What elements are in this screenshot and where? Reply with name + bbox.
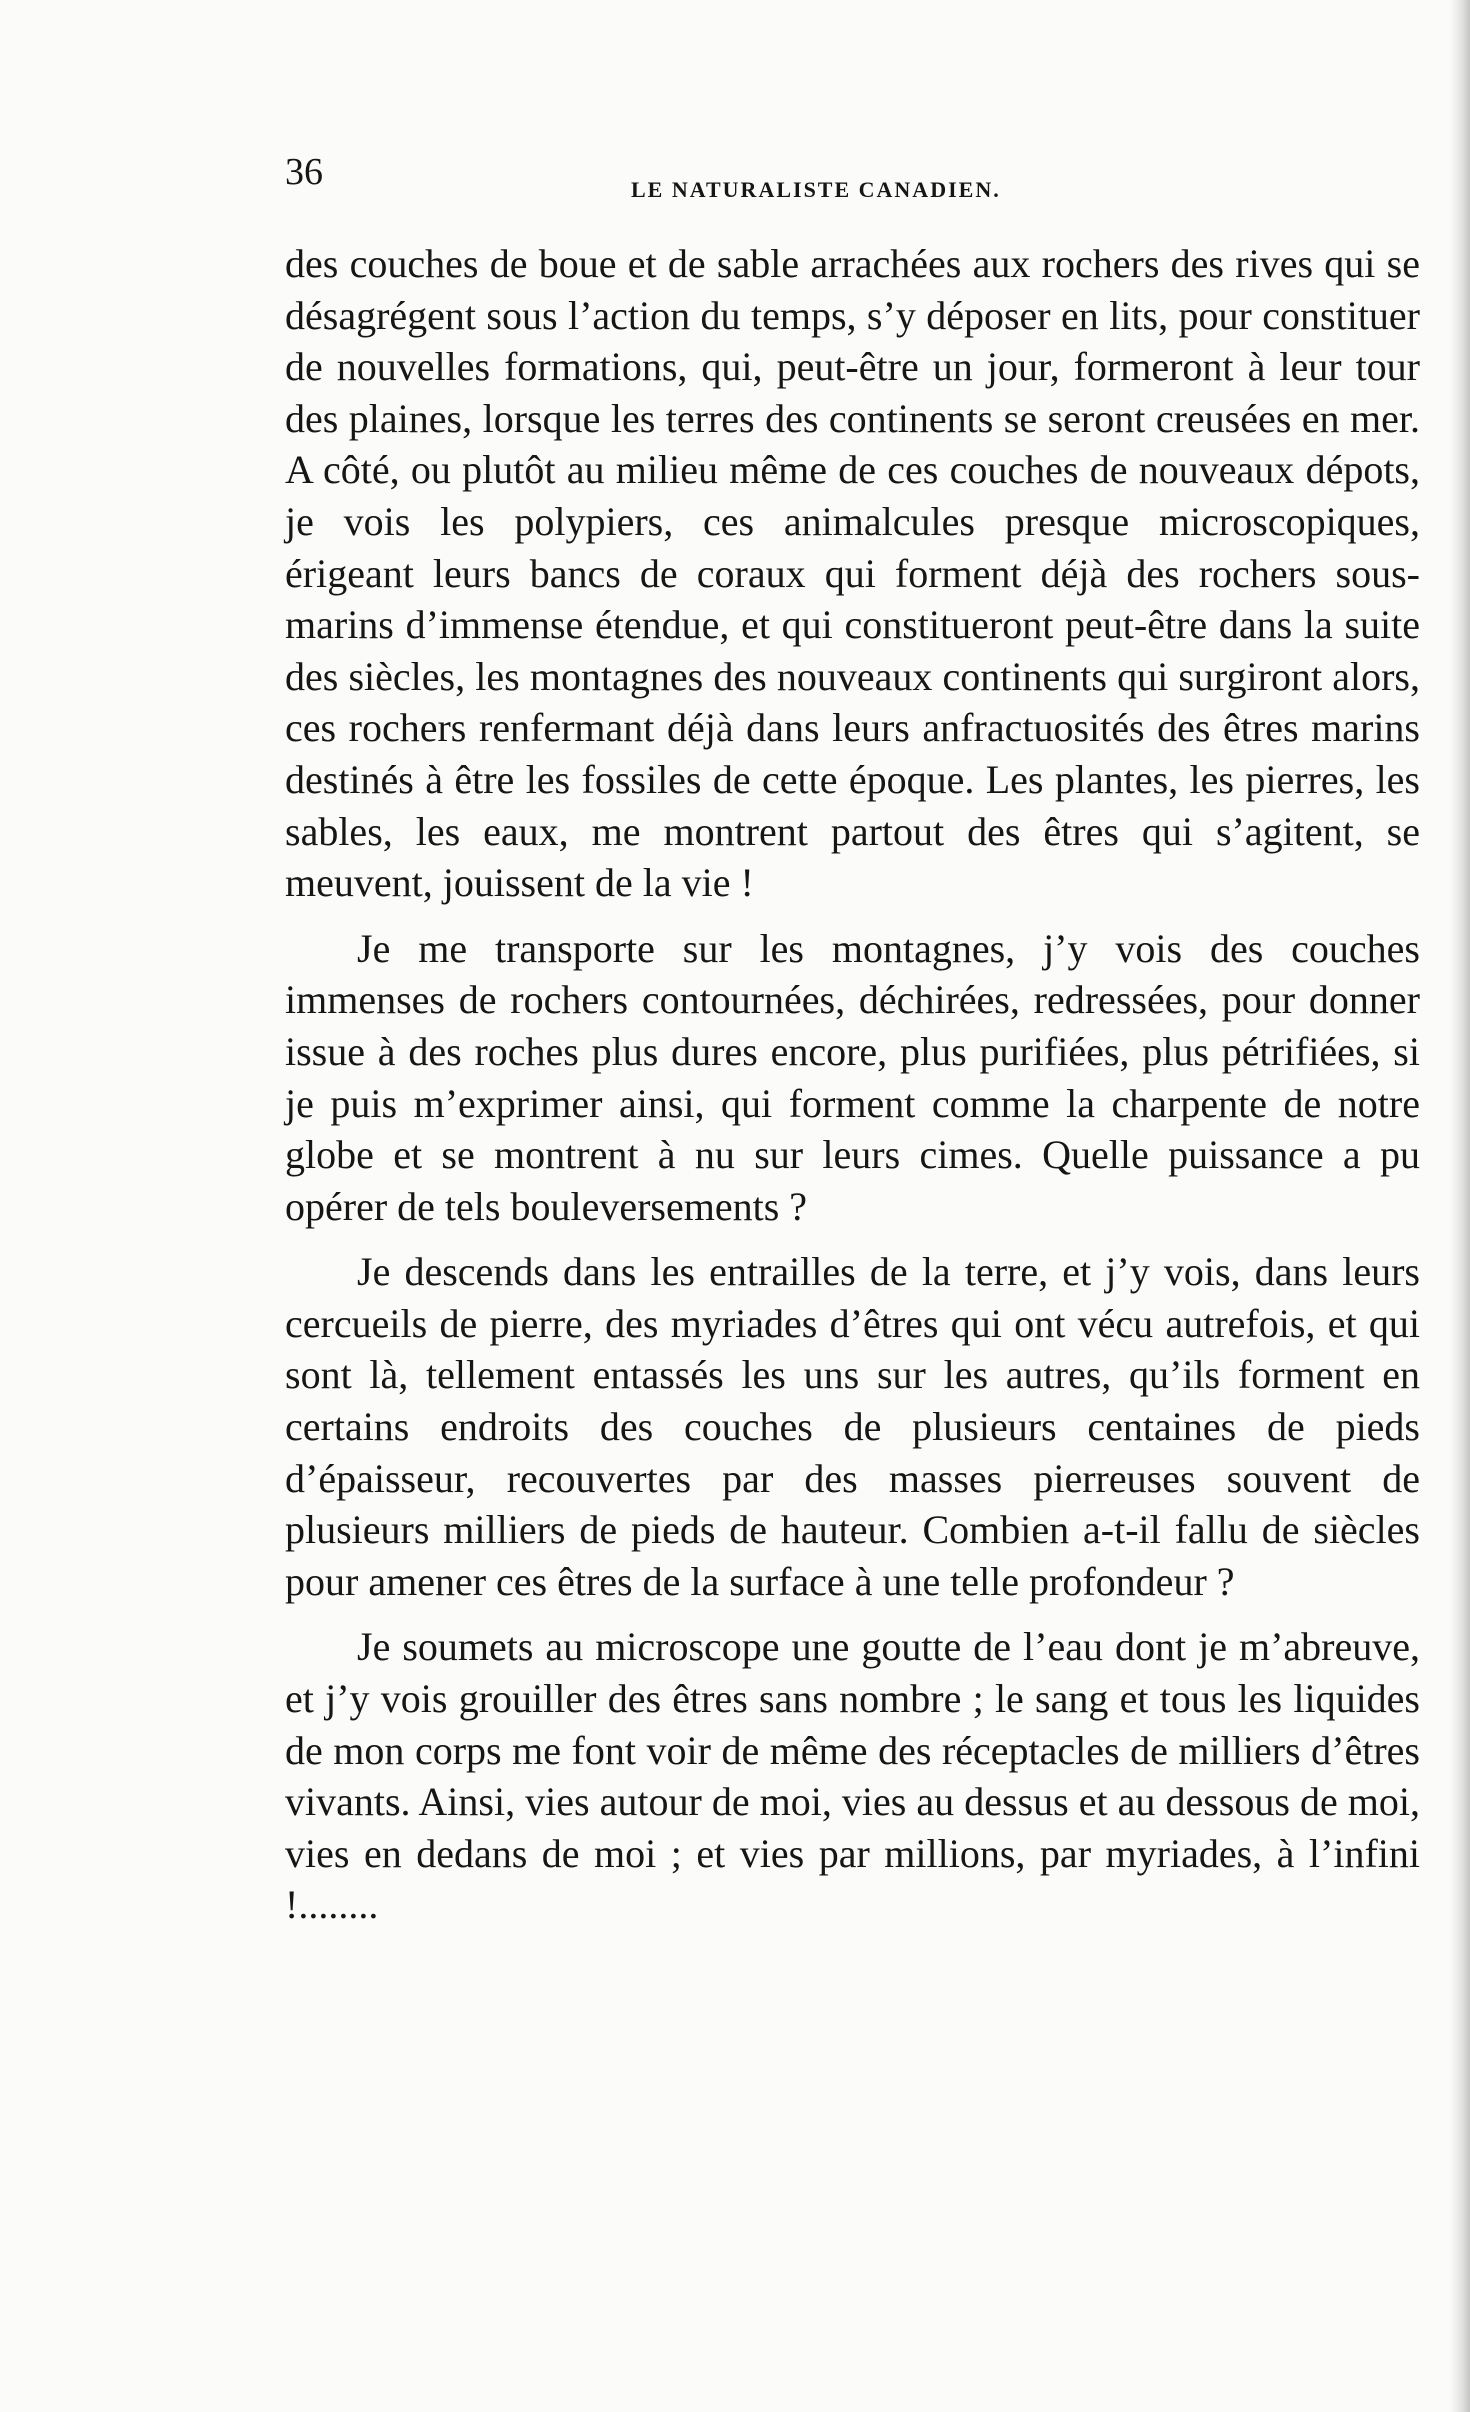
- paragraph-microscope: Je soumets au microscope une goutte de l’eau dont je m’abreuve, et j’y vois grouiller des êtres sans nombre ; le sang et tous les liquides de mon corps me font voir de même des réceptacles de milliers d’êtres vivants. Ainsi, vies autour de moi, vies au dessus et au dessous de moi, vies en dedans de moi ; et vies par millions, par myriades, à l’infini !........: [285, 1624, 1420, 1928]
- running-title: LE NATURALISTE CANADIEN.: [631, 177, 1001, 202]
- body-text: [285, 238, 1420, 1931]
- page-number: 36: [285, 151, 323, 193]
- page-header: [285, 150, 1105, 210]
- paragraph-continued: des couches de boue et de sable arrachées aux rochers des rives qui se désagrégent sous l’action du temps, s’y déposer en lits, pour constituer de nouvelles formations, qui, peut-être un jour, formeront à leur tour des plaines, lorsque les terres des continents se seront creusées en mer. A côté, ou plutôt au milieu même de ces couches de nouveaux dépots, je vois les polypiers, ces animalcules presque microscopiques, érigeant leurs bancs de coraux qui forment déjà des rochers sous-marins d’immense étendue, et qui constitueront peut-être dans la suite des siècles, les montagnes des nouveaux continents qui surgiront alors, ces rochers renfermant déjà dans leurs anfractuosités des êtres marins destinés à être les fossiles de cette époque. Les plantes, les pierres, les sables, les eaux, me montrent partout des êtres qui s’agitent, se meuvent, jouissent de la vie !: [285, 241, 1420, 906]
- paragraph-entrailles: Je descends dans les entrailles de la terre, et j’y vois, dans leurs cercueils de pierre, des myriades d’êtres qui ont vécu autrefois, et qui sont là, tellement entassés les uns sur les autres, qu’ils forment en certains endroits des couches de plusieurs centaines de pieds d’épaisseur, recouvertes par des masses pierreuses souvent de plusieurs milliers de pieds de hauteur. Combien a-t-il fallu de siècles pour amener ces êtres de la surface à une telle profondeur ?: [285, 1249, 1420, 1604]
- paragraph-montagnes: Je me transporte sur les montagnes, j’y vois des couches immenses de rochers contournées, déchirées, redressées, pour donner issue à des roches plus dures encore, plus purifiées, plus pétrifiées, si je puis m’exprimer ainsi, qui forment comme la charpente de notre globe et se montrent à nu sur leurs cimes. Quelle puissance a pu opérer de tels bouleversements ?: [285, 925, 1420, 1229]
- scan-edge-shadow: [1450, 0, 1470, 2412]
